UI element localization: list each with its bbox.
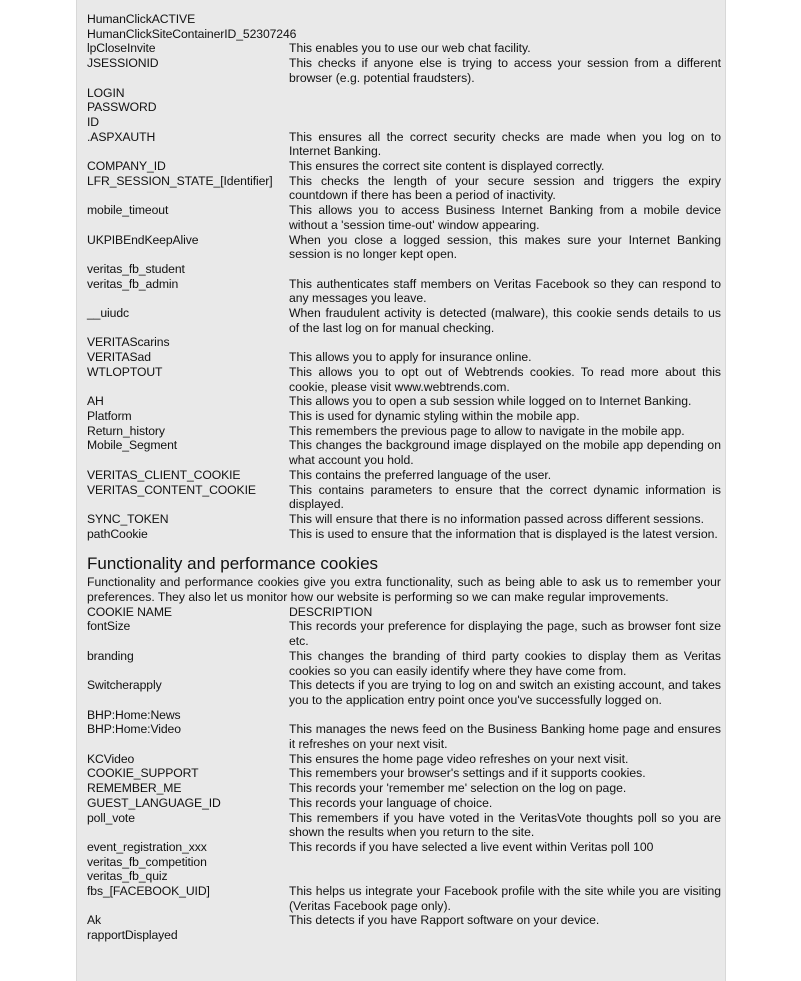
cookie-name: veritas_fb_admin xyxy=(87,276,179,291)
cookie-description: This detects if you are trying to log on and switch an existing account, and takes you to the application entry point once you've successfully logged on. xyxy=(289,678,721,707)
cookie-name: veritas_fb_student xyxy=(87,261,185,276)
cookie-description: This allows you to apply for insurance online. xyxy=(289,350,532,365)
table-row xyxy=(87,884,721,913)
table-row xyxy=(87,306,721,335)
cookie-name: AH xyxy=(87,394,104,409)
table-row xyxy=(87,796,721,811)
cookie-name: veritas_fb_quiz xyxy=(87,869,168,884)
functionality-cookie-table xyxy=(87,619,721,942)
cookie-name: veritas_fb_competition xyxy=(87,854,207,869)
column-header-name: COOKIE NAME xyxy=(87,604,172,619)
column-header-description: DESCRIPTION xyxy=(289,604,373,619)
cookie-description: This manages the news feed on the Business Banking home page and ensures it refreshes on your next visit. xyxy=(289,722,721,752)
table-row xyxy=(87,869,721,884)
cookie-description: This remembers the previous page to allow to navigate in the mobile app. xyxy=(289,423,685,438)
cookie-name: ID xyxy=(87,114,99,129)
table-row xyxy=(87,928,721,943)
cookie-name: mobile_timeout xyxy=(87,203,169,218)
cookie-description: When fraudulent activity is detected (malware), this cookie sends details to us of the last log on for manual checking. xyxy=(289,306,721,335)
cookie-name: PASSWORD xyxy=(87,100,157,115)
cookie-description: This is used for dynamic styling within the mobile app. xyxy=(289,408,580,423)
cookie-description: This ensures the correct site content is displayed correctly. xyxy=(289,159,605,174)
cookie-name: WTLOPTOUT xyxy=(87,364,163,379)
table-row xyxy=(87,233,721,262)
cookie-description: This records your 'remember me' selection on the log on page. xyxy=(289,781,627,796)
cookie-name: VERITAS_CLIENT_COOKIE xyxy=(87,467,241,482)
table-row xyxy=(87,365,721,394)
table-row xyxy=(87,394,721,409)
table-row xyxy=(87,409,721,424)
cookie-description: This helps us integrate your Facebook profile with the site while you are visiting (Veritas Facebook page only). xyxy=(289,884,721,913)
cookie-description: This will ensure that there is no information passed across different sessions. xyxy=(289,511,705,526)
table-row xyxy=(87,174,721,203)
table-row xyxy=(87,468,721,483)
cookie-name: HumanClickSiteContainerID_52307246 xyxy=(87,26,297,41)
table-row xyxy=(87,678,721,707)
cookie-name: event_registration_xxx xyxy=(87,839,207,854)
table-row xyxy=(87,512,721,527)
cookie-name: lpCloseInvite xyxy=(87,41,156,56)
section-heading: Functionality and performance cookies xyxy=(87,554,379,574)
cookie-name: Platform xyxy=(87,408,132,423)
cookie-description: This detects if you have Rapport software on your device. xyxy=(289,913,600,928)
table-row xyxy=(87,56,721,85)
cookie-name: Switcherapply xyxy=(87,678,162,693)
cookie-description: This is used to ensure that the information that is displayed is the latest version. xyxy=(289,526,718,541)
table-row xyxy=(87,722,721,751)
cookie-name: poll_vote xyxy=(87,810,135,825)
cookie-name: fbs_[FACEBOOK_UID] xyxy=(87,884,210,899)
cookie-name: VERITAS_CONTENT_COOKIE xyxy=(87,482,256,497)
table-row xyxy=(87,262,721,277)
cookie-name: KCVideo xyxy=(87,751,135,766)
cookie-name: fontSize xyxy=(87,619,131,634)
cookie-name: LOGIN xyxy=(87,85,125,100)
table-row xyxy=(87,619,721,648)
table-row xyxy=(87,350,721,365)
cookie-description: This records if you have selected a live event within Veritas poll 100 xyxy=(289,839,654,854)
cookie-name: BHP:Home:Video xyxy=(87,722,181,737)
cookie-name: Mobile_Segment xyxy=(87,438,178,453)
table-row xyxy=(87,27,721,42)
cookie-description: This ensures the home page video refreshes on your next visit. xyxy=(289,751,629,766)
cookie-description: This changes the background image displayed on the mobile app depending on what account you hold. xyxy=(289,438,721,468)
cookie-description: This remembers if you have voted in the VeritasVote thoughts poll so you are shown the results when you return to the site. xyxy=(289,810,721,840)
cookie-name: VERITAScarins xyxy=(87,335,170,350)
table-row xyxy=(87,527,721,542)
cookie-name: UKPIBEndKeepAlive xyxy=(87,232,199,247)
cookie-description: This allows you to opt out of Webtrends cookies. To read more about this cookie, please visit www.webtrends.com. xyxy=(289,364,721,394)
cookie-name: REMEMBER_ME xyxy=(87,781,182,796)
table-row xyxy=(87,840,721,855)
cookie-name: COOKIE_SUPPORT xyxy=(87,766,199,781)
cookie-name: COMPANY_ID xyxy=(87,159,166,174)
table-row xyxy=(87,115,721,130)
cookie-description: This contains the preferred language of the user. xyxy=(289,467,552,482)
table-header-row xyxy=(87,605,721,620)
table-row xyxy=(87,913,721,928)
table-row xyxy=(87,855,721,870)
table-row xyxy=(87,203,721,232)
cookie-description: This records your preference for displaying the page, such as browser font size etc. xyxy=(289,619,721,649)
cookie-description: This ensures all the correct security checks are made when you log on to Internet Banking. xyxy=(289,129,721,159)
cookie-description: This allows you to open a sub session while logged on to Internet Banking. xyxy=(289,394,692,409)
table-row xyxy=(87,708,721,723)
cookie-name: rapportDisplayed xyxy=(87,928,178,943)
table-row xyxy=(87,86,721,101)
cookie-description: When you close a logged session, this makes sure your Internet Banking session is no longer kept open. xyxy=(289,232,721,262)
cookie-name: __uiudc xyxy=(87,306,129,321)
cookie-name: Ak xyxy=(87,913,102,928)
cookie-description: This authenticates staff members on Veritas Facebook so they can respond to any messages you leave. xyxy=(289,276,721,306)
cookie-description: This contains parameters to ensure that the correct dynamic information is displayed. xyxy=(289,482,721,512)
cookie-name: branding xyxy=(87,648,134,663)
content-panel xyxy=(76,0,726,981)
table-row xyxy=(87,130,721,159)
cookie-name: Return_history xyxy=(87,423,165,438)
cookie-name: LFR_SESSION_STATE_[Identifier] xyxy=(87,173,273,188)
table-row xyxy=(87,483,721,512)
cookie-name: BHP:Home:News xyxy=(87,707,181,722)
cookie-name: .ASPXAUTH xyxy=(87,129,156,144)
cookie-description: This checks the length of your secure session and triggers the expiry countdown if there has been a period of inactivity. xyxy=(289,173,721,203)
table-row xyxy=(87,649,721,678)
table-row xyxy=(87,12,721,27)
cookie-name: JSESSIONID xyxy=(87,56,159,71)
table-row xyxy=(87,100,721,115)
table-row xyxy=(87,159,721,174)
cookie-description: This changes the branding of third party cookies to display them as Veritas cookies so you can easily identify where they have come from. xyxy=(289,648,721,678)
cookie-description: This remembers your browser's settings and if it supports cookies. xyxy=(289,766,646,781)
cookie-description: This records your language of choice. xyxy=(289,795,493,810)
section-intro: Functionality and performance cookies give you extra functionality, such as being able to ask us to remember your preferences. They also let us monitor how our website is performing so we can make regular improvements. xyxy=(87,575,721,605)
cookie-name: VERITASad xyxy=(87,350,151,365)
cookie-description: This checks if anyone else is trying to access your session from a different browser (e.g. potential fraudsters). xyxy=(289,56,721,85)
table-row xyxy=(87,277,721,306)
table-row xyxy=(87,41,721,56)
cookie-name: HumanClickACTIVE xyxy=(87,12,196,26)
session-cookie-table xyxy=(87,12,721,541)
table-row xyxy=(87,335,721,350)
table-row xyxy=(87,781,721,796)
table-row xyxy=(87,438,721,467)
cookie-name: SYNC_TOKEN xyxy=(87,511,169,526)
table-row xyxy=(87,424,721,439)
table-row xyxy=(87,766,721,781)
cookie-name: pathCookie xyxy=(87,526,148,541)
cookie-name: GUEST_LANGUAGE_ID xyxy=(87,795,221,810)
cookie-document xyxy=(87,12,721,943)
table-row xyxy=(87,811,721,840)
table-row xyxy=(87,752,721,767)
cookie-description: This allows you to access Business Internet Banking from a mobile device without a 'session time-out' window appearing. xyxy=(289,203,721,232)
cookie-description: This enables you to use our web chat facility. xyxy=(289,41,531,56)
